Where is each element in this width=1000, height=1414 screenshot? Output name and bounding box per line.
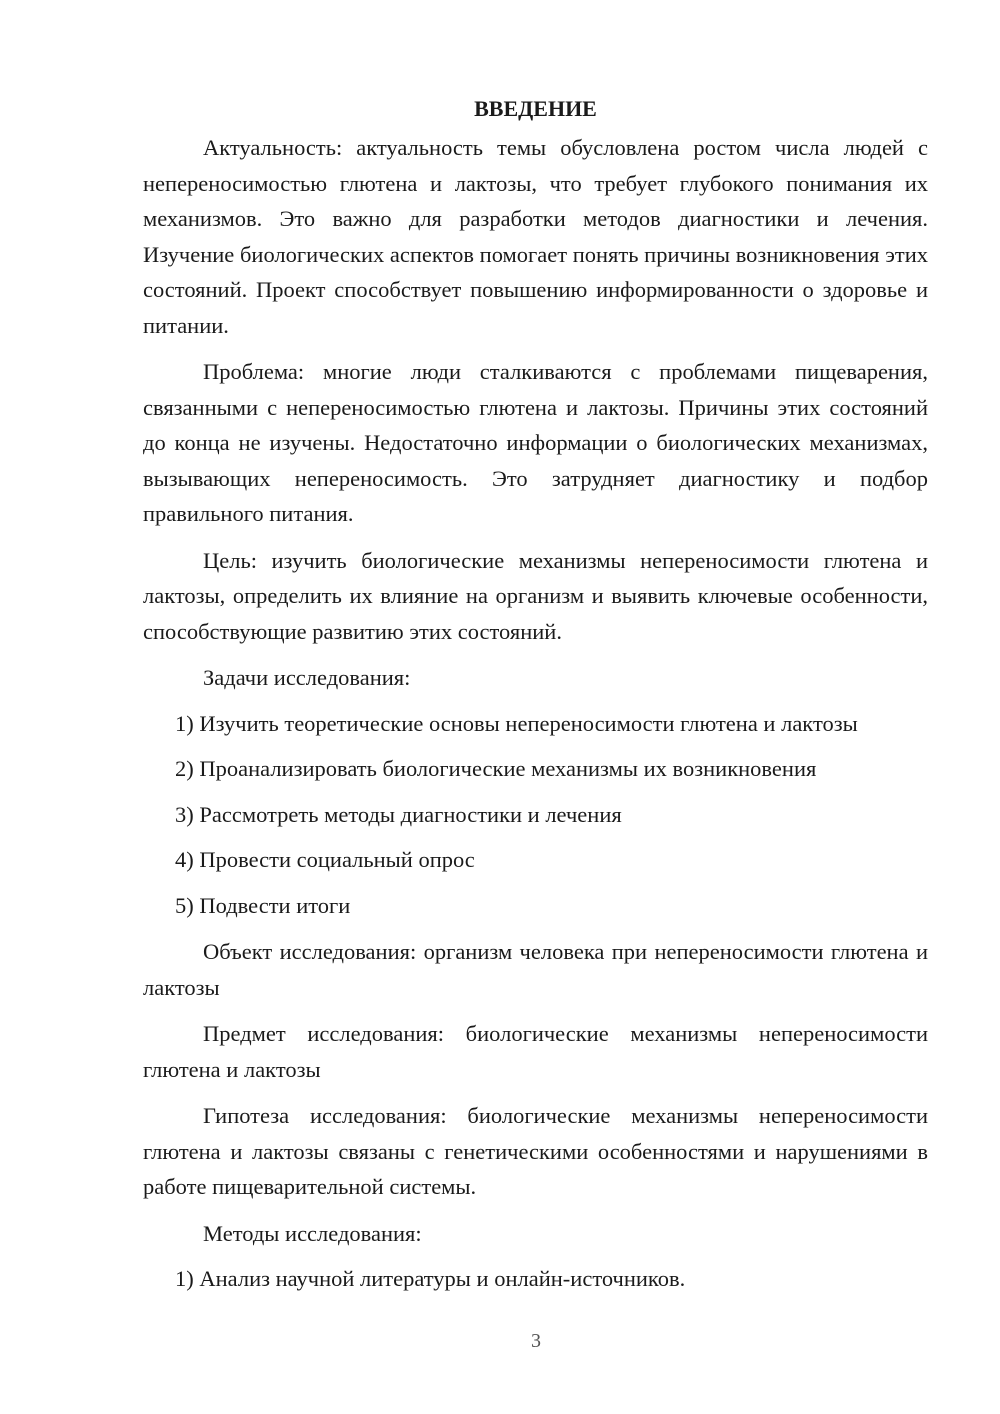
hypothesis-paragraph: Гипотеза исследования: биологические механизмы непереносимости глютена и лактозы связаны с генетическими особенностями и нарушениями в работе пищеварительной системы. bbox=[143, 1103, 928, 1199]
task-item: 2) Проанализировать биологические механизмы их возникновения bbox=[175, 756, 817, 781]
section-title: ВВЕДЕНИЕ bbox=[474, 96, 597, 121]
page-content bbox=[143, 92, 928, 1297]
object-paragraph: Объект исследования: организм человека при непереносимости глютена и лактозы bbox=[143, 939, 928, 1000]
relevance-paragraph: Актуальность: актуальность темы обусловлена ростом числа людей с непереносимостью глютена и лактозы, что требует глубокого понимания их механизмов. Это важно для разработки методов диагностики и лечения. Изучение биологических аспектов помогает понять причины возникновения этих состояний. Проект способствует повышению информированности о здоровье и питании. bbox=[143, 135, 928, 338]
method-item: 1) Анализ научной литературы и онлайн-источников. bbox=[175, 1266, 686, 1291]
problem-paragraph: Проблема: многие люди сталкиваются с проблемами пищеварения, связанными с непереносимостью глютена и лактозы. Причины этих состояний до конца не изучены. Недостаточно информации о биологических механизмах, вызывающих непереносимость. Это затрудняет диагностику и подбор правильного питания. bbox=[143, 359, 928, 526]
goal-paragraph: Цель: изучить биологические механизмы непереносимости глютена и лактозы, определить их влияние на организм и выявить ключевые особенности, способствующие развитию этих состояний. bbox=[143, 547, 928, 644]
tasks-heading: Задачи исследования: bbox=[203, 665, 411, 690]
task-item: 4) Провести социальный опрос bbox=[175, 847, 475, 872]
methods-heading: Методы исследования: bbox=[203, 1220, 422, 1246]
page-number: 3 bbox=[531, 1330, 541, 1352]
task-item: 1) Изучить теоретические основы непереносимости глютена и лактозы bbox=[175, 710, 858, 736]
task-item: 5) Подвести итоги bbox=[175, 892, 351, 918]
task-item: 3) Рассмотреть методы диагностики и лечения bbox=[175, 801, 622, 827]
subject-paragraph: Предмет исследования: биологические механизмы непереносимости глютена и лактозы bbox=[143, 1021, 928, 1082]
